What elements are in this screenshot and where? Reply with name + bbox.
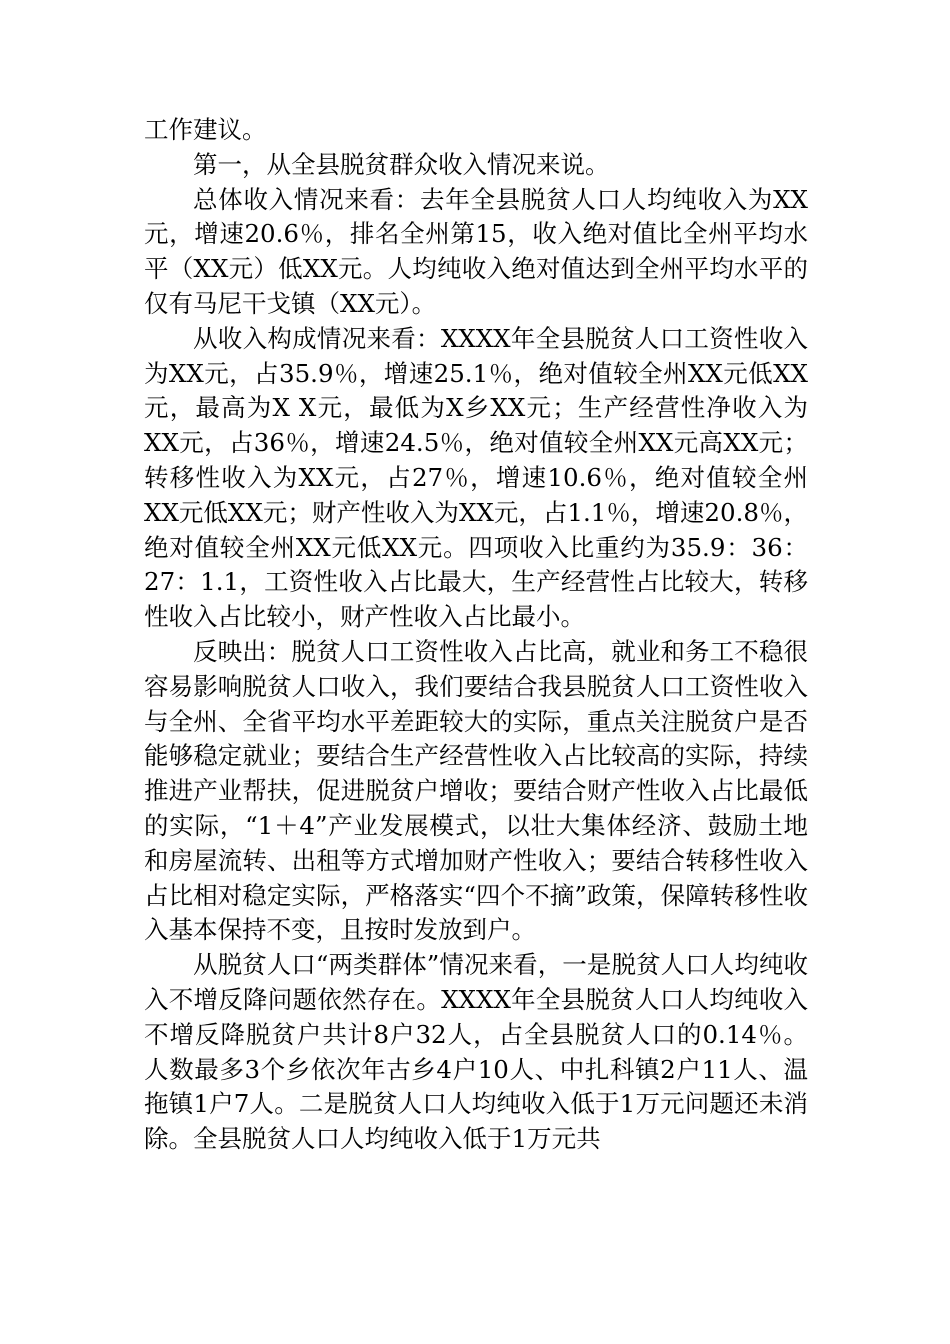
document-page <box>144 113 808 1157</box>
paragraph-two-groups: 从脱贫人口“两类群体”情况来看，一是脱贫人口人均纯收入不增反降问题依然存在。XXXX年全县脱贫人口人均纯收入不增反降脱贫户共计8户32人，占全县脱贫人口的0.14％。人数最多3个乡依次年古乡4户10人、中扎科镇2户11人、温拖镇1户7人。二是脱贫人口人均纯收入低于1万元问题还未消除。全县脱贫人口人均纯收入低于1万元共 <box>144 950 808 1154</box>
paragraph-income-structure: 从收入构成情况来看：XXXX年全县脱贫人口工资性收入为XX元，占35.9％，增速25.1％，绝对值较全州XX元低XX元，最高为X X元，最低为X乡XX元；生产经营性净收入为XX元，占36％，增速24.5％，绝对值较全州XX元高XX元；转移性收入为XX元，占27％，增速10.6％，绝对值较全州XX元低XX元；财产性收入为XX元，占1.1％，增速20.8％，绝对值较全州XX元低XX元。四项收入比重约为35.9：36：27：1.1，工资性收入占比最大，生产经营性占比较大，转移性收入占比较小，财产性收入占比最小。 <box>144 323 808 632</box>
paragraph-reflection: 反映出：脱贫人口工资性收入占比高，就业和务工不稳很容易影响脱贫人口收入，我们要结合我县脱贫人口工资性收入与全州、全省平均水平差距较大的实际，重点关注脱贫户是否能够稳定就业；要结合生产经营性收入占比较高的实际，持续推进产业帮扶，促进脱贫户增收；要结合财产性收入占比最低的实际，“1＋4”产业发展模式，以壮大集体经济、鼓励土地和房屋流转、出租等方式增加财产性收入；要结合转移性收入占比相对稳定实际，严格落实“四个不摘”政策，保障转移性收入基本保持不变，且按时发放到户。 <box>144 636 808 945</box>
paragraph-section-one-heading: 第一，从全县脱贫群众收入情况来说。 <box>193 149 610 179</box>
paragraph-overall-income: 总体收入情况来看：去年全县脱贫人口人均纯收入为XX元，增速20.6％，排名全州第15，收入绝对值比全州平均水平（XX元）低XX元。人均纯收入绝对值达到全州平均水平的仅有马尼干戈镇（XX元）。 <box>144 184 808 318</box>
paragraph-work-suggestion: 工作建议。 <box>144 115 267 144</box>
